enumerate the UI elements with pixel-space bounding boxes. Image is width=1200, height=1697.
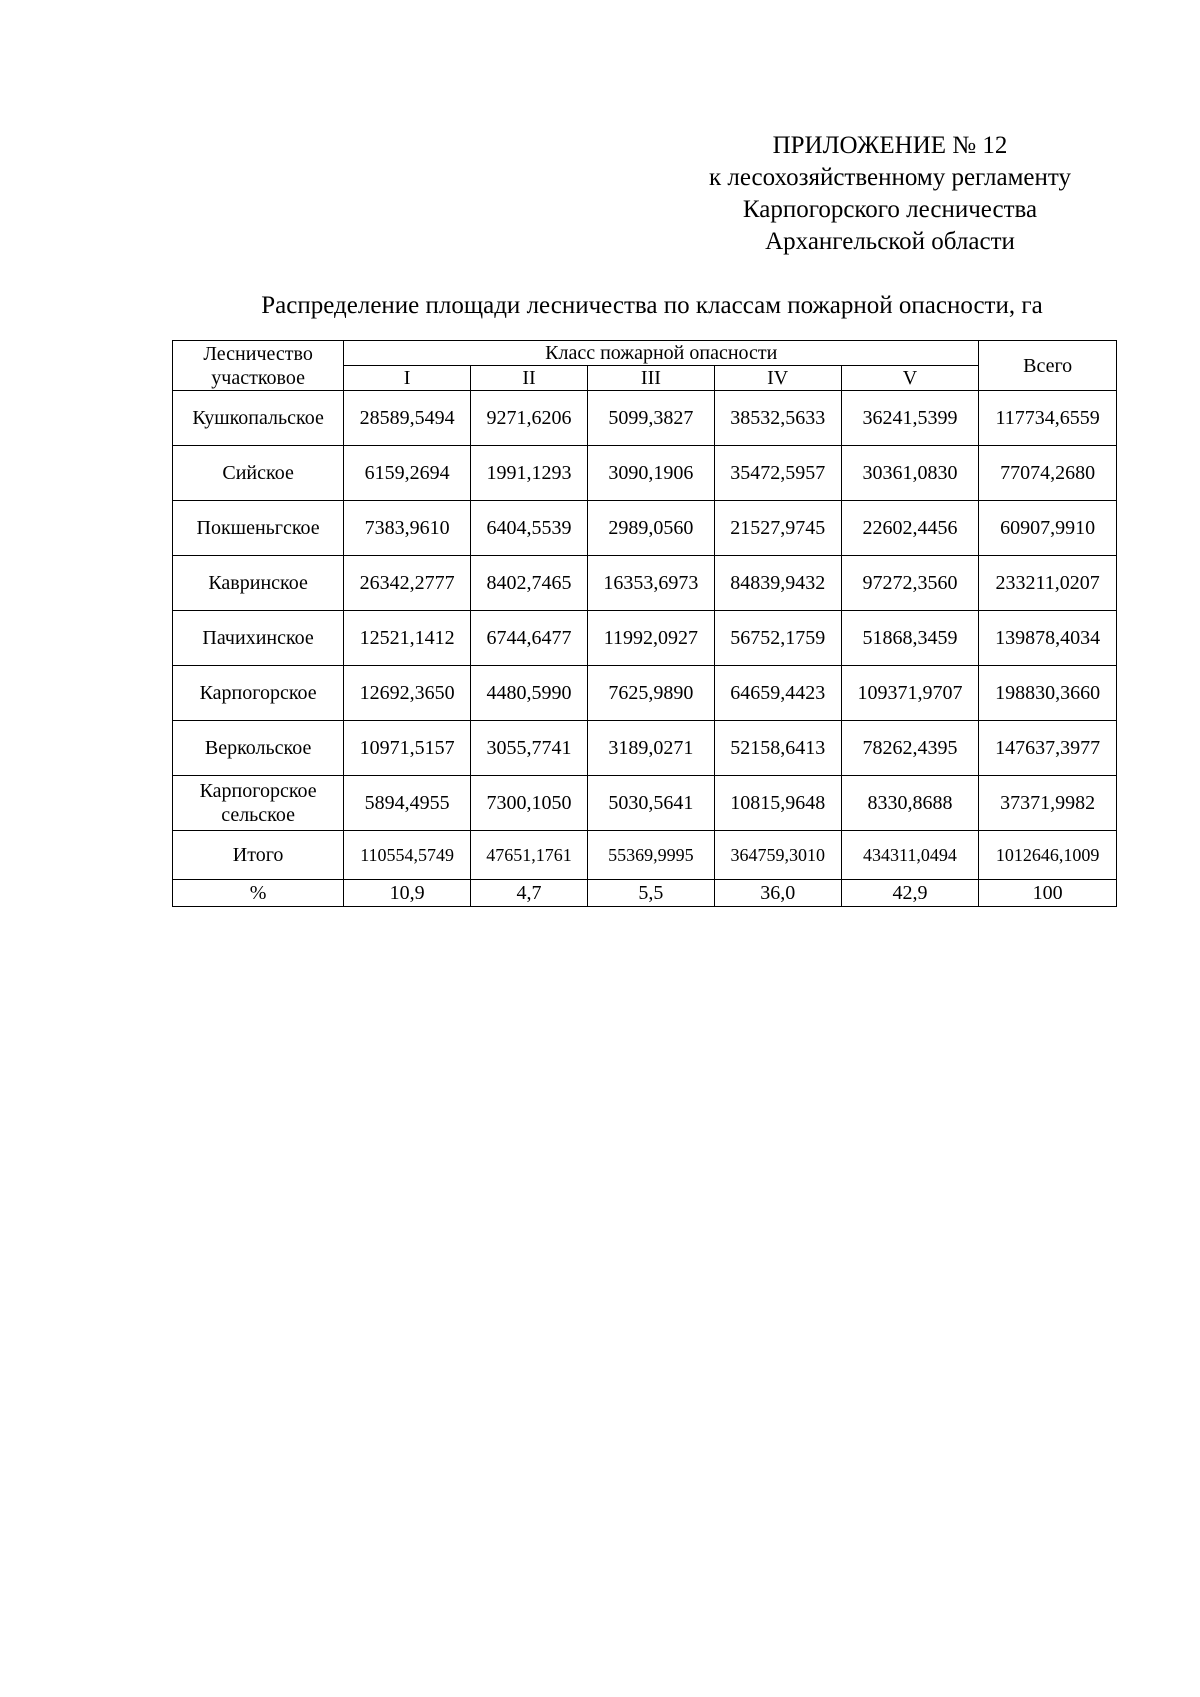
row-name: Карпогорское сельское xyxy=(173,776,344,831)
cell-value: 5894,4955 xyxy=(344,776,471,831)
cell-total: 198830,3660 xyxy=(979,666,1117,721)
cell-value: 1991,1293 xyxy=(471,446,588,501)
cell-value: 3090,1906 xyxy=(588,446,715,501)
cell-value: 10815,9648 xyxy=(714,776,841,831)
fire-danger-table xyxy=(172,340,1117,907)
cell-value: 5099,3827 xyxy=(588,391,715,446)
percent-value: 10,9 xyxy=(344,880,471,907)
header-forestry-line2: участковое xyxy=(211,366,305,389)
percent-row xyxy=(173,880,1117,907)
cell-value: 12692,3650 xyxy=(344,666,471,721)
cell-value: 78262,4395 xyxy=(841,721,979,776)
cell-value: 35472,5957 xyxy=(714,446,841,501)
cell-value: 52158,6413 xyxy=(714,721,841,776)
cell-total: 117734,6559 xyxy=(979,391,1117,446)
table-row xyxy=(173,446,1117,501)
cell-value: 8330,8688 xyxy=(841,776,979,831)
row-name: Карпогорское xyxy=(173,666,344,721)
cell-value: 109371,9707 xyxy=(841,666,979,721)
cell-value: 56752,1759 xyxy=(714,611,841,666)
total-value: 47651,1761 xyxy=(471,831,588,880)
row-name: Веркольское xyxy=(173,721,344,776)
percent-value: 4,7 xyxy=(471,880,588,907)
percent-total: 100 xyxy=(979,880,1117,907)
header-class: IV xyxy=(714,366,841,391)
table-row xyxy=(173,776,1117,831)
row-name: Покшеньгское xyxy=(173,501,344,556)
header-row xyxy=(173,341,1117,366)
header-class: III xyxy=(588,366,715,391)
appendix-line-forestry: Карпогорского лесничества xyxy=(742,196,1038,223)
table-row xyxy=(173,556,1117,611)
total-value: 364759,3010 xyxy=(714,831,841,880)
cell-total: 77074,2680 xyxy=(979,446,1117,501)
cell-value: 5030,5641 xyxy=(588,776,715,831)
total-value: 55369,9995 xyxy=(588,831,715,880)
header-forestry-line1: Лесничество xyxy=(203,342,313,365)
total-grand: 1012646,1009 xyxy=(979,831,1117,880)
cell-total: 147637,3977 xyxy=(979,721,1117,776)
cell-total: 233211,0207 xyxy=(979,556,1117,611)
cell-value: 9271,6206 xyxy=(471,391,588,446)
cell-total: 37371,9982 xyxy=(979,776,1117,831)
cell-value: 7383,9610 xyxy=(344,501,471,556)
cell-value: 6404,5539 xyxy=(471,501,588,556)
cell-value: 30361,0830 xyxy=(841,446,979,501)
header-class: V xyxy=(841,366,979,391)
table-row xyxy=(173,611,1117,666)
cell-value: 16353,6973 xyxy=(588,556,715,611)
cell-value: 11992,0927 xyxy=(588,611,715,666)
cell-value: 6744,6477 xyxy=(471,611,588,666)
total-value: 110554,5749 xyxy=(344,831,471,880)
cell-value: 97272,3560 xyxy=(841,556,979,611)
table-row xyxy=(173,666,1117,721)
cell-total: 139878,4034 xyxy=(979,611,1117,666)
cell-value: 7300,1050 xyxy=(471,776,588,831)
percent-value: 42,9 xyxy=(841,880,979,907)
table-row xyxy=(173,391,1117,446)
cell-value: 2989,0560 xyxy=(588,501,715,556)
cell-value: 22602,4456 xyxy=(841,501,979,556)
cell-value: 8402,7465 xyxy=(471,556,588,611)
cell-value: 3055,7741 xyxy=(471,721,588,776)
cell-value: 84839,9432 xyxy=(714,556,841,611)
row-name: Кавринское xyxy=(173,556,344,611)
header-class: II xyxy=(471,366,588,391)
percent-value: 5,5 xyxy=(588,880,715,907)
cell-value: 28589,5494 xyxy=(344,391,471,446)
table-row xyxy=(173,721,1117,776)
appendix-header xyxy=(640,130,1140,258)
cell-value: 36241,5399 xyxy=(841,391,979,446)
row-name: Кушкопальское xyxy=(173,391,344,446)
header-class-group: Класс пожарной опасности xyxy=(344,341,979,366)
cell-value: 4480,5990 xyxy=(471,666,588,721)
appendix-line-region: Архангельской области xyxy=(765,228,1015,255)
cell-value: 51868,3459 xyxy=(841,611,979,666)
cell-value: 7625,9890 xyxy=(588,666,715,721)
header-total: Всего xyxy=(979,341,1117,391)
cell-value: 6159,2694 xyxy=(344,446,471,501)
total-value: 434311,0494 xyxy=(841,831,979,880)
cell-value: 38532,5633 xyxy=(714,391,841,446)
total-row xyxy=(173,831,1117,880)
cell-value: 64659,4423 xyxy=(714,666,841,721)
percent-value: 36,0 xyxy=(714,880,841,907)
cell-value: 12521,1412 xyxy=(344,611,471,666)
cell-value: 3189,0271 xyxy=(588,721,715,776)
table-row xyxy=(173,501,1117,556)
header-forestry xyxy=(173,341,344,391)
header-class: I xyxy=(344,366,471,391)
percent-label: % xyxy=(173,880,344,907)
cell-value: 26342,2777 xyxy=(344,556,471,611)
total-label: Итого xyxy=(173,831,344,880)
document-title: Распределение площади лесничества по классам пожарной опасности, га xyxy=(261,292,1043,319)
cell-total: 60907,9910 xyxy=(979,501,1117,556)
cell-value: 10971,5157 xyxy=(344,721,471,776)
row-name: Пачихинское xyxy=(173,611,344,666)
row-name: Сийское xyxy=(173,446,344,501)
appendix-number: ПРИЛОЖЕНИЕ № 12 xyxy=(772,132,1008,159)
cell-value: 21527,9745 xyxy=(714,501,841,556)
appendix-line-regulation: к лесохозяйственному регламенту xyxy=(708,164,1072,191)
